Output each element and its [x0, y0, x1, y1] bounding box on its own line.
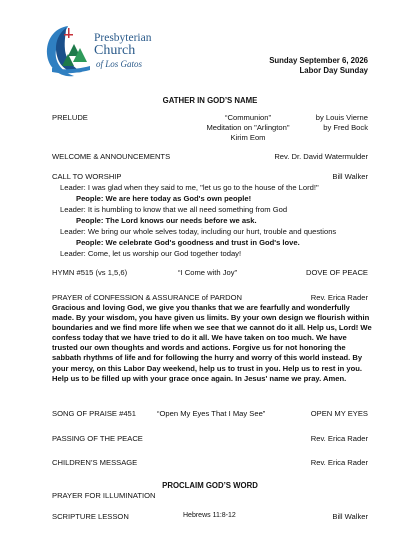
hymn-tune: DOVE OF PEACE — [305, 268, 368, 277]
service-date-block — [269, 56, 368, 76]
church-logo — [44, 24, 154, 82]
peace-label: PASSING OF THE PEACE — [52, 434, 143, 443]
confession-label: PRAYER of CONFESSION & ASSURANCE of PARDON — [52, 293, 243, 302]
litany-line: People: The Lord knows our needs before we ask. — [76, 216, 257, 225]
litany-line: Leader: I was glad when they said to me, "let us go to the house of the Lord!" — [60, 183, 319, 192]
welcome-leader: Rev. Dr. David Watermulder — [274, 152, 368, 161]
call-label: CALL TO WORSHIP — [52, 172, 122, 181]
confession-row — [52, 293, 368, 303]
service-occasion: Labor Day Sunday — [299, 66, 368, 76]
hymn-title: “I Come with Joy” — [178, 268, 238, 277]
service-date: Sunday September 6, 2026 — [269, 56, 368, 65]
call-row — [52, 172, 368, 182]
call-litany — [60, 182, 370, 259]
praise-label: SONG OF PRAISE #451 — [52, 409, 136, 418]
illumination-label: PRAYER FOR ILLUMINATION — [52, 491, 156, 500]
children-leader: Rev. Erica Rader — [310, 458, 368, 467]
call-leader: Bill Walker — [332, 172, 368, 181]
prelude-composer-1: by Louis Vierne — [315, 113, 368, 122]
prelude-composer-2: by Fred Bock — [323, 123, 368, 132]
litany-line: People: We are here today as God's own people! — [76, 194, 252, 203]
welcome-row — [52, 152, 368, 162]
section-heading-gather: GATHER IN GOD’S NAME — [162, 96, 258, 105]
welcome-label: WELCOME & ANNOUNCEMENTS — [52, 152, 171, 161]
children-row — [52, 458, 368, 468]
scripture-reference: Hebrews 11:8-12 — [183, 512, 236, 519]
prelude-piece-1: “Communion” — [225, 113, 271, 122]
logo-line-1: Presbyterian — [94, 32, 152, 44]
hymn-label: HYMN #515 (vs 1,5,6) — [52, 268, 128, 277]
peace-row — [52, 434, 368, 444]
prelude-performer: Kirim Eom — [230, 133, 266, 142]
church-emblem-icon — [44, 24, 94, 82]
peace-leader: Rev. Erica Rader — [310, 434, 368, 443]
litany-line: People: We celebrate God's goodness and trust in God's love. — [76, 238, 300, 247]
scripture-label: SCRIPTURE LESSON — [52, 512, 129, 521]
logo-name — [94, 33, 151, 58]
logo-line-3: of Los Gatos — [96, 59, 143, 69]
confession-prayer-text: Gracious and loving God, we give you thanks that we are fearfully and wonderfully made. By your wisdom, you have given us limits. By your own design we flourish within boundaries and we find more life when we see that we cannot do it all. Help us, Lord! We confess today that we have tried to do it all. We have taken on too much. We have trusted our own thoughts and words and actions. Forgive us for not honoring the sabbath rhythms of life and for following the hurry and worry of this world instead. By your mercy, on this Labor Day weekend, help us to trust in you. Help us to rest in you. Help us to be filled up with your grace once again. In Jesus' name we pray. Amen. — [52, 303, 372, 383]
section-heading-proclaim: PROCLAIM GOD’S WORD — [162, 481, 258, 490]
confession-leader: Rev. Erica Rader — [310, 293, 368, 302]
praise-title: “Open My Eyes That I May See” — [157, 409, 266, 418]
children-label: CHILDREN’S MESSAGE — [52, 458, 138, 467]
prelude-label: PRELUDE — [52, 113, 88, 122]
scripture-reader: Bill Walker — [332, 512, 368, 521]
logo-line-2: Church — [94, 43, 136, 58]
prelude-piece-2: Meditation on "Arlington" — [206, 123, 290, 132]
litany-line: Leader: Come, let us worship our God together today! — [60, 249, 242, 258]
litany-line: Leader: We bring our whole selves today, including our hurt, trouble and questions — [60, 227, 337, 236]
praise-tune: OPEN MY EYES — [310, 409, 368, 418]
litany-line: Leader: It is humbling to know that we all need something from God — [60, 205, 288, 214]
